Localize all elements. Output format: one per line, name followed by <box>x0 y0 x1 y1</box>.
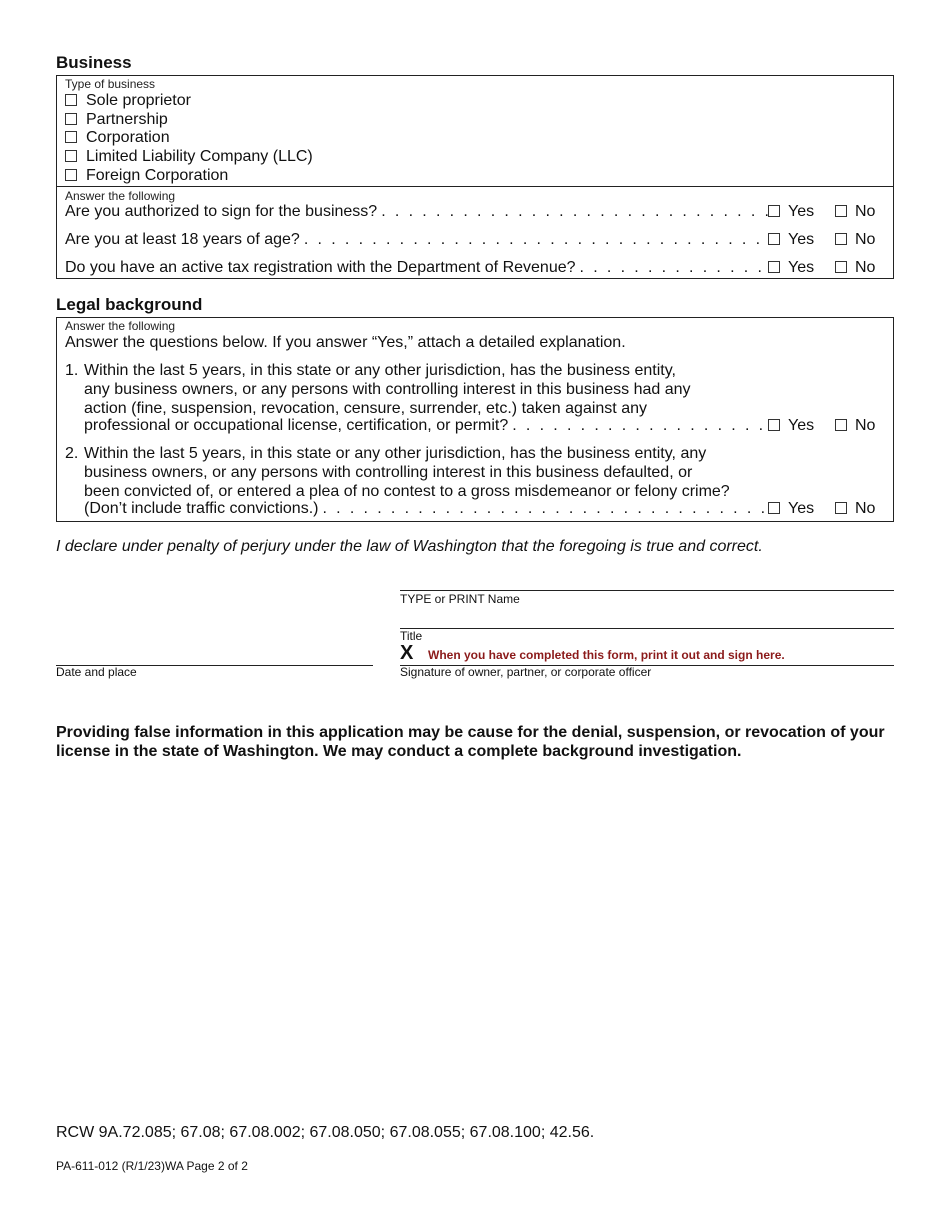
dot-leader <box>580 259 768 277</box>
name-field-line[interactable] <box>400 590 894 591</box>
question-age: Are you at least 18 years of age? . . . Yes No <box>65 231 885 251</box>
business-heading: Business <box>56 53 132 72</box>
yes-option[interactable]: Yes <box>768 231 835 249</box>
rcw-citation: RCW 9A.72.085; 67.08; 67.08.002; 67.08.050; 67.08.055; 67.08.100; 42.56. <box>56 1124 595 1141</box>
option-foreign-corporation[interactable]: Foreign Corporation <box>65 167 313 186</box>
checkbox[interactable] <box>65 113 77 125</box>
dot-leader <box>512 417 768 435</box>
no-checkbox[interactable] <box>835 261 847 273</box>
business-questions-box <box>56 186 894 279</box>
no-option[interactable]: No <box>835 231 875 249</box>
signature-field-label: Signature of owner, partner, or corporate officer <box>400 665 652 679</box>
checkbox[interactable] <box>65 150 77 162</box>
legal-question-1-line: any business owners, or any persons with controlling interest in this business had any <box>84 381 691 398</box>
no-checkbox[interactable] <box>835 502 847 514</box>
legal-question-1-number: 1. <box>65 362 79 379</box>
form-id: PA-611-012 (R/1/23)WA Page 2 of 2 <box>56 1159 248 1173</box>
signature-x-mark: X <box>400 642 414 664</box>
option-sole-proprietor[interactable]: Sole proprietor <box>65 92 313 111</box>
business-type-box <box>56 75 894 187</box>
date-place-label: Date and place <box>56 665 137 679</box>
answer-the-following-label: Answer the following <box>65 319 176 333</box>
checkbox[interactable] <box>65 169 77 181</box>
legal-question-2-line: Within the last 5 years, in this state or any other jurisdiction, has the business entity, any <box>84 445 707 462</box>
legal-question-1-line: action (fine, suspension, revocation, censure, surrender, etc.) taken against any <box>84 400 647 417</box>
type-of-business-label: Type of business <box>65 77 156 91</box>
yes-no-group <box>768 417 885 435</box>
legal-background-heading: Legal background <box>56 295 203 314</box>
dot-leader <box>322 500 768 518</box>
checkbox[interactable] <box>65 94 77 106</box>
no-option[interactable]: No <box>835 203 875 221</box>
yes-option[interactable]: Yes <box>768 417 835 435</box>
perjury-declaration: I declare under penalty of perjury under the law of Washington that the foregoing is true and correct. <box>56 538 763 555</box>
yes-checkbox[interactable] <box>768 205 780 217</box>
yes-option[interactable]: Yes <box>768 500 835 518</box>
legal-question-2-line: been convicted of, or entered a plea of no contest to a gross misdemeanor or felony crime? <box>84 483 730 500</box>
yes-no-group <box>768 500 885 518</box>
legal-intro: Answer the questions below. If you answer “Yes,” attach a detailed explanation. <box>65 334 626 351</box>
legal-question-2-line: business owners, or any persons with controlling interest in this business defaulted, or <box>84 464 693 481</box>
false-information-warning: Providing false information in this application may be cause for the denial, suspension, or revocation of your license in the state of Washington. We may conduct a complete background investigation. <box>56 724 885 760</box>
dot-leader <box>381 203 768 221</box>
yes-option[interactable]: Yes <box>768 259 835 277</box>
option-corporation[interactable]: Corporation <box>65 129 313 148</box>
title-field-label: Title <box>400 629 423 643</box>
yes-no-group <box>768 259 885 277</box>
question-authorized: Are you authorized to sign for the business? . . . Yes No <box>65 203 885 223</box>
legal-questions-box <box>56 317 894 522</box>
answer-the-following-label: Answer the following <box>65 189 176 203</box>
signature-instruction: When you have completed this form, print it out and sign here. <box>428 648 785 662</box>
question-tax-registration: Do you have an active tax registration with the Department of Revenue? . . . Yes No <box>65 259 885 279</box>
option-llc[interactable]: Limited Liability Company (LLC) <box>65 148 313 167</box>
no-checkbox[interactable] <box>835 205 847 217</box>
legal-question-2-number: 2. <box>65 445 79 462</box>
no-option[interactable]: No <box>835 259 875 277</box>
checkbox[interactable] <box>65 131 77 143</box>
option-partnership[interactable]: Partnership <box>65 111 313 130</box>
no-option[interactable]: No <box>835 417 875 435</box>
legal-question-2-last-line: (Don’t include traffic convictions.) . . . Yes No <box>84 500 885 520</box>
title-field-line[interactable] <box>400 628 894 629</box>
no-checkbox[interactable] <box>835 419 847 431</box>
name-field-label: TYPE or PRINT Name <box>400 592 520 606</box>
dot-leader <box>304 231 768 249</box>
no-option[interactable]: No <box>835 500 875 518</box>
yes-option[interactable]: Yes <box>768 203 835 221</box>
legal-question-1-line: Within the last 5 years, in this state or any other jurisdiction, has the business entity, <box>84 362 676 379</box>
no-checkbox[interactable] <box>835 233 847 245</box>
yes-checkbox[interactable] <box>768 261 780 273</box>
yes-no-group <box>768 203 885 221</box>
yes-checkbox[interactable] <box>768 419 780 431</box>
yes-no-group <box>768 231 885 249</box>
business-type-options <box>65 92 313 186</box>
yes-checkbox[interactable] <box>768 233 780 245</box>
yes-checkbox[interactable] <box>768 502 780 514</box>
legal-question-1-last-line: professional or occupational license, certification, or permit? . . . Yes No <box>84 417 885 437</box>
